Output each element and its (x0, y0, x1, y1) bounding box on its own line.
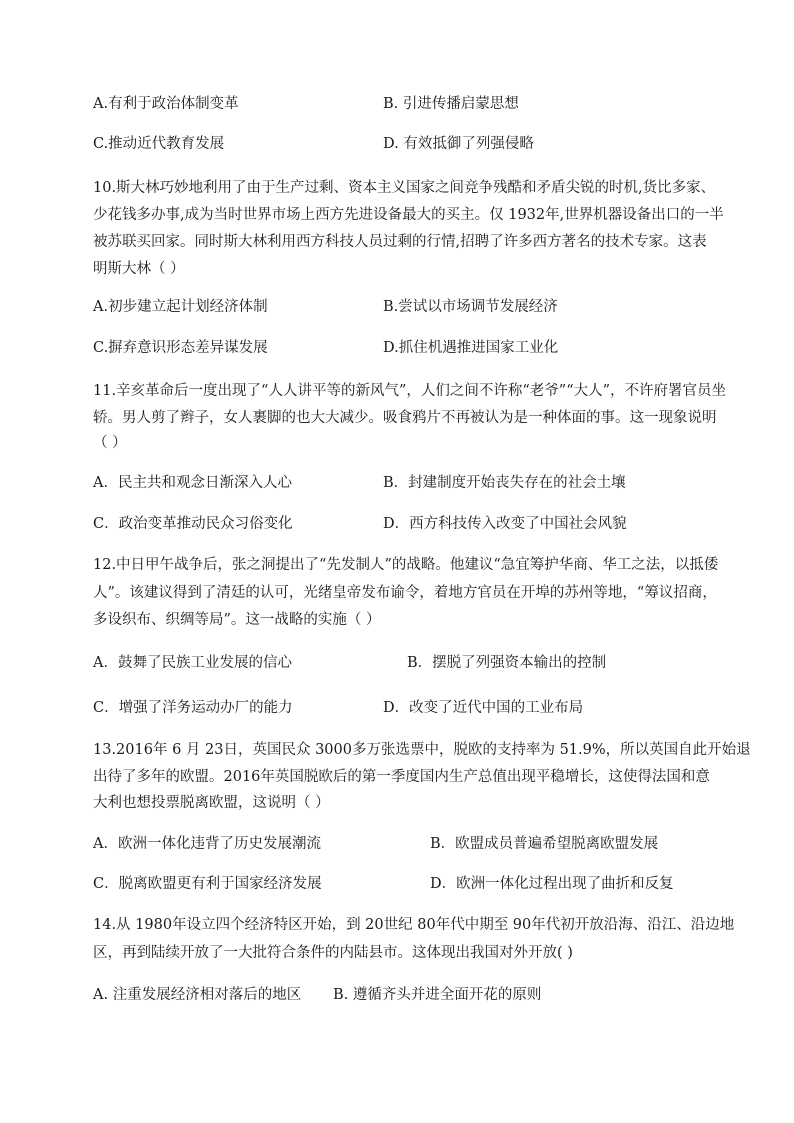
q13-option-d: D．欧洲一体化过程出现了曲折和反复 (430, 876, 674, 892)
q14-option-a: A. 注重发展经济相对落后的地区 (93, 987, 302, 1003)
q13-stem-line-1: 13.2016年 6 月 23日，英国民众 3000多万张选票中，脱欧的支持率为 51.9%，所以英国自此开始退 (93, 742, 751, 758)
q13-option-a: A．欧洲一体化违背了历史发展潮流 (93, 836, 321, 852)
q12-option-b: B．摆脱了列强资本输出的控制 (407, 655, 607, 671)
q11-stem-line-3: （ ） (93, 435, 127, 451)
q9-option-d: D. 有效抵御了列强侵略 (383, 136, 534, 152)
q13-option-c: C．脱离欧盟更有利于国家经济发展 (93, 876, 322, 892)
q10-option-a: A.初步建立起计划经济体制 (93, 299, 268, 315)
q9-option-c: C.推动近代教育发展 (93, 136, 225, 152)
q14-stem-line-2: 区，再到陆续开放了一大批符合条件的内陆县市。这体现出我国对外开放( ) (93, 945, 573, 961)
q11-option-b: B．封建制度开始丧失存在的社会土壤 (383, 475, 626, 491)
q13-stem-line-2: 出待了多年的欧盟。2016年英国脱欧后的第一季度国内生产总值出现平稳增长，这使得法国和意 (93, 769, 710, 785)
q10-option-d: D.抓住机遇推进国家工业化 (383, 340, 559, 356)
q12-stem-line-2: 人”。该建议得到了清廷的认可，光绪皇帝发布谕令，着地方官员在开埠的苏州等地，“筹议招商， (93, 585, 717, 601)
q10-stem-line-3: 被苏联买回家。同时斯大林利用西方科技人员过剩的行情,招聘了许多西方著名的技术专家。这表 (93, 234, 707, 250)
q10-option-c: C.摒弃意识形态差异谋发展 (93, 340, 268, 356)
q11-option-a: A．民主共和观念日渐深入人心 (93, 475, 292, 491)
q14-stem-line-1: 14.从 1980年设立四个经济特区开始，到 20世纪 80年代中期至 90年代初开放沿海、沿江、沿边地 (93, 917, 735, 933)
q10-option-b: B.尝试以市场调节发展经济 (383, 299, 558, 315)
q12-stem-line-3: 多设织布、织绸等局”。这一战略的实施（ ） (93, 612, 381, 628)
q9-option-b: B. 引进传播启蒙思想 (383, 96, 519, 112)
q11-option-d: D．西方科技传入改变了中国社会风貌 (383, 516, 627, 532)
q13-stem-line-3: 大利也想投票脱离欧盟，这说明（ ） (93, 795, 330, 811)
q10-stem-line-4: 明斯大林（ ） (93, 261, 185, 277)
q11-stem-line-1: 11.辛亥革命后一度出现了“人人讲平等的新风气”，人们之间不许称“老爷”“大人”，不许府署官员坐 (93, 383, 727, 399)
q14-option-b: B. 遵循齐头并进全面开花的原则 (333, 987, 542, 1003)
q11-stem-line-2: 轿。男人剪了辫子，女人裹脚的也大大减少。吸食鸦片不再被认为是一种体面的事。这一现象说明 (93, 410, 717, 426)
q10-stem-line-2: 少花钱多办事,成为当时世界市场上西方先进设备最大的买主。仅 1932年,世界机器设备出口的一半 (93, 207, 724, 223)
q11-option-c: C．政治变革推动民众习俗变化 (93, 516, 293, 532)
q12-option-c: C．增强了洋务运动办厂的能力 (93, 700, 293, 716)
q12-option-d: D．改变了近代中国的工业布局 (383, 700, 584, 716)
q13-option-b: B．欧盟成员普遍希望脱离欧盟发展 (430, 836, 659, 852)
q12-option-a: A．鼓舞了民族工业发展的信心 (93, 655, 292, 671)
q12-stem-line-1: 12.中日甲午战争后，张之洞提出了“先发制人”的战略。他建议“急宜筹护华商、华工之法，以抵倭 (93, 557, 719, 573)
q10-stem-line-1: 10.斯大林巧妙地利用了由于生产过剩、资本主义国家之间竞争残酷和矛盾尖锐的时机,货比多家、 (93, 180, 716, 196)
q9-option-a: A.有利于政治体制变革 (93, 96, 239, 112)
